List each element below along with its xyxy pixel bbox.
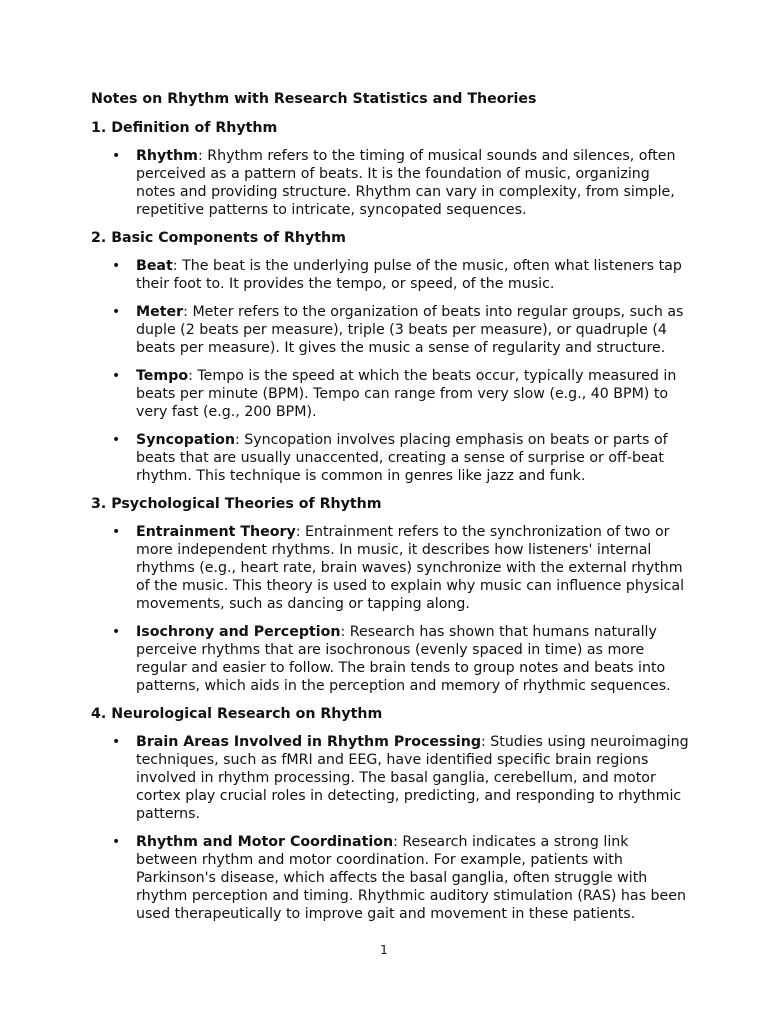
term-description: : Tempo is the speed at which the beats occur, typically measured in beats per minute (BPM). Tempo can range from very slow (e.g., 40 BPM) to very fast (e.g., 200 BPM). [136, 368, 677, 420]
term-label: Tempo [136, 368, 189, 384]
bullet-icon: • [112, 734, 121, 750]
list-item [91, 523, 691, 613]
bullet-list-psychological [91, 523, 691, 695]
term-description: : Research indicates a strong link between rhythm and motor coordination. For example, patients with Parkinson's disease, which affects the basal ganglia, often struggle with rhythm perception and timing. Rhythmic auditory stimulation (RAS) has been used therapeutically to improve gait and movement in these patients. [136, 834, 686, 922]
bullet-icon: • [112, 258, 121, 274]
list-item [91, 303, 691, 357]
bullet-icon: • [112, 524, 121, 540]
bullet-icon: • [112, 304, 121, 320]
section-heading-components: 2. Basic Components of Rhythm [91, 230, 346, 246]
bullet-icon: • [112, 368, 121, 384]
list-item [91, 257, 691, 293]
bullet-icon: • [112, 834, 121, 850]
bullet-list-definition [91, 147, 691, 219]
section-heading-neurological: 4. Neurological Research on Rhythm [91, 706, 383, 722]
term-description: : The beat is the underlying pulse of the music, often what listeners tap their foot to. It provides the tempo, or speed, of the music. [136, 258, 682, 292]
term-label: Meter [136, 304, 184, 320]
bullet-icon: • [112, 432, 121, 448]
bullet-icon: • [112, 624, 121, 640]
section-heading-psychological: 3. Psychological Theories of Rhythm [91, 496, 382, 512]
term-label: Rhythm and Motor Coordination [136, 834, 394, 850]
list-item [91, 431, 691, 485]
document-title: Notes on Rhythm with Research Statistics and Theories [91, 91, 537, 107]
term-label: Entrainment Theory [136, 524, 296, 540]
bullet-list-components [91, 257, 691, 485]
list-item [91, 147, 691, 219]
term-label: Brain Areas Involved in Rhythm Processing [136, 734, 482, 750]
section-heading-definition: 1. Definition of Rhythm [91, 120, 278, 136]
term-description: : Syncopation involves placing emphasis on beats or parts of beats that are usually unaccented, creating a sense of surprise or off-beat rhythm. This technique is common in genres like jazz and funk. [136, 432, 668, 484]
term-description: : Meter refers to the organization of beats into regular groups, such as duple (2 beats per measure), triple (3 beats per measure), or quadruple (4 beats per measure). It gives the music a sense of regularity and structure. [136, 304, 684, 356]
term-description: : Research has shown that humans naturally perceive rhythms that are isochronous (evenly spaced in time) as more regular and easier to follow. The brain tends to group notes and beats into patterns, which aids in the perception and memory of rhythmic sequences. [136, 624, 671, 694]
term-description: : Studies using neuroimaging techniques, such as fMRI and EEG, have identified specific brain regions involved in rhythm processing. The basal ganglia, cerebellum, and motor cortex play crucial roles in detecting, predicting, and responding to rhythmic patterns. [136, 734, 689, 822]
document-body [91, 90, 691, 933]
term-label: Isochrony and Perception [136, 624, 341, 640]
term-description: : Entrainment refers to the synchronization of two or more independent rhythms. In music, it describes how listeners' internal rhythms (e.g., heart rate, brain waves) synchronize with the external rhythm of the music. This theory is used to explain why music can influence physical movements, such as dancing or tapping along. [136, 524, 685, 612]
page-number: 1 [380, 943, 388, 957]
list-item [91, 833, 691, 923]
list-item [91, 367, 691, 421]
term-description: : Rhythm refers to the timing of musical sounds and silences, often perceived as a pattern of beats. It is the foundation of music, organizing notes and providing structure. Rhythm can vary in complexity, from simple, repetitive patterns to intricate, syncopated sequences. [136, 148, 676, 218]
bullet-icon: • [112, 148, 121, 164]
term-label: Rhythm [136, 148, 198, 164]
bullet-list-neurological [91, 733, 691, 923]
term-label: Beat [136, 258, 173, 274]
list-item [91, 623, 691, 695]
list-item [91, 733, 691, 823]
term-label: Syncopation [136, 432, 235, 448]
